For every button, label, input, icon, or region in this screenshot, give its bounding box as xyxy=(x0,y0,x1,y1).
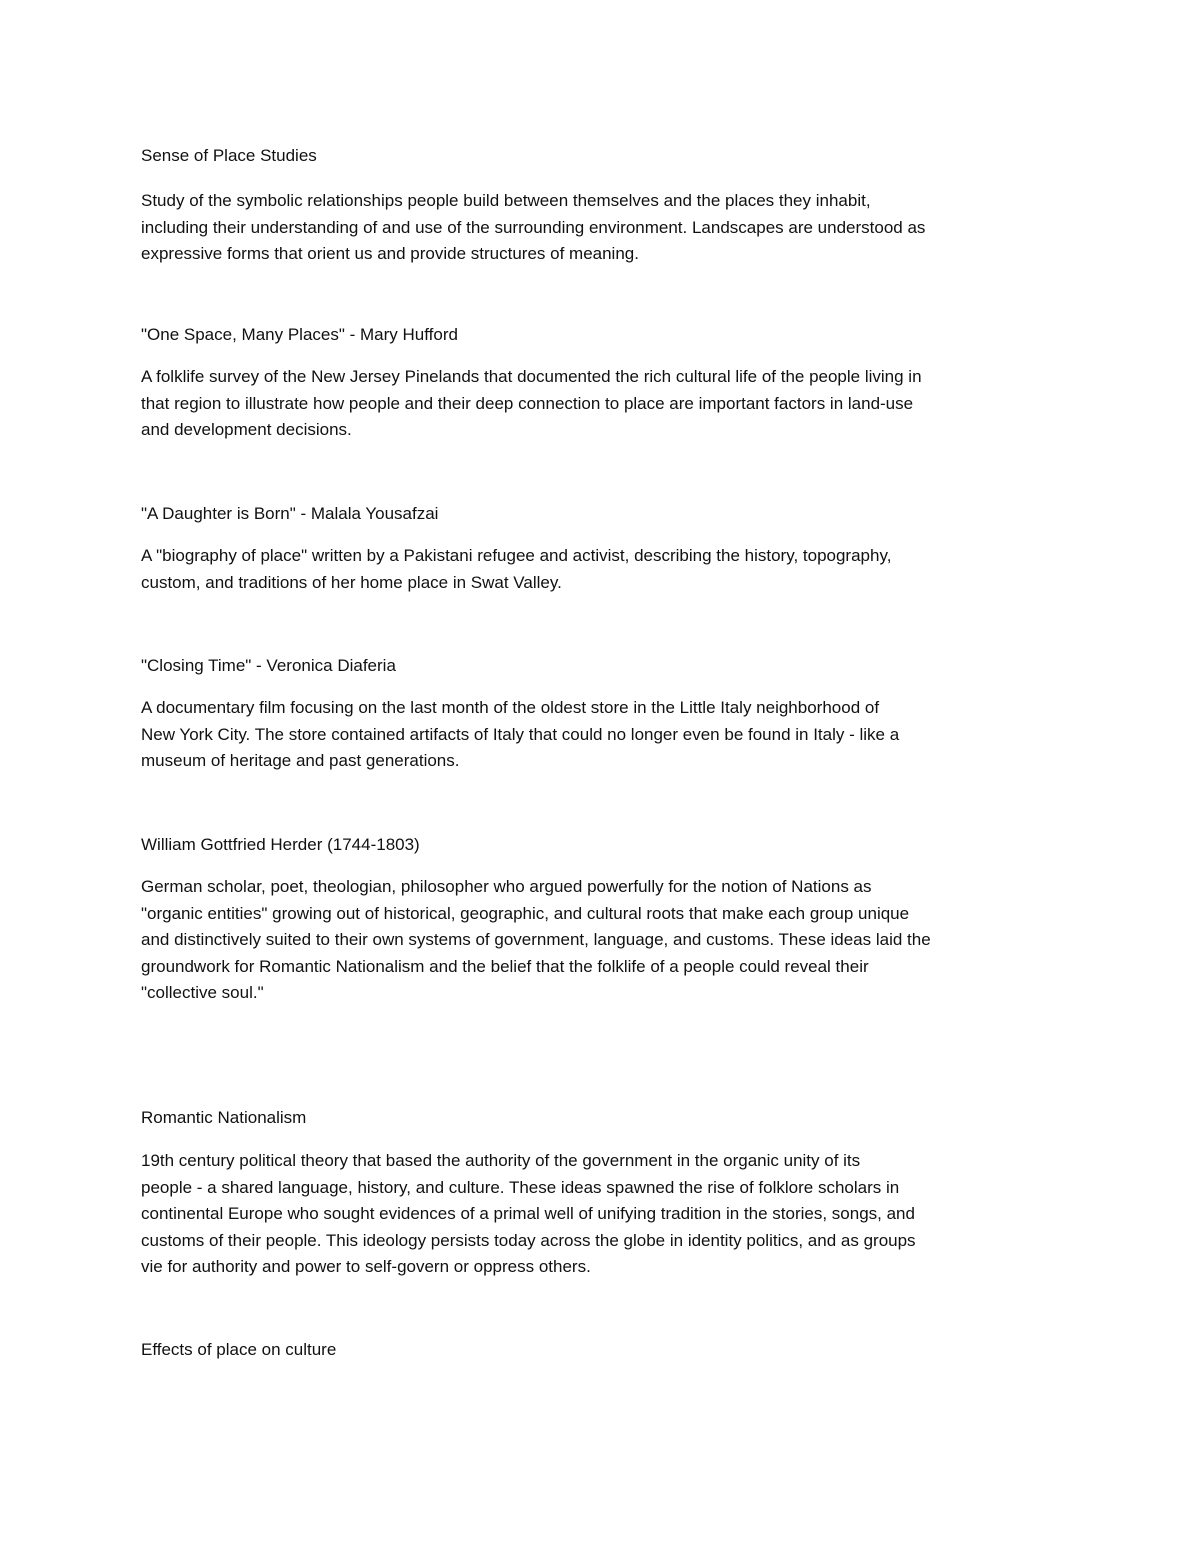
section-heading-sense-of-place: Sense of Place Studies xyxy=(141,146,317,165)
section-body-sense-of-place: Study of the symbolic relationships people build between themselves and the places they inhabit, including their understanding of and use of the surrounding environment. Landscapes are understood as expressive forms that orient us and provide structures of meaning. xyxy=(141,191,926,263)
section-body-romantic-nationalism: 19th century political theory that based the authority of the government in the organic unity of its people - a shared language, history, and culture. These ideas spawned the rise of folklore scholars in continental Europe who sought evidences of a primal well of unifying tradition in the stories, songs, and customs of their people. This ideology persists today across the globe in identity politics, and as groups vie for authority and power to self-govern or oppress others. xyxy=(141,1151,916,1276)
section-body-herder: German scholar, poet, theologian, philosopher who argued powerfully for the notion of Nations as "organic entities" growing out of historical, geographic, and cultural roots that make each group unique and distinctively suited to their own systems of government, language, and customs. These ideas laid the groundwork for Romantic Nationalism and the belief that the folklife of a people could reveal their "collective soul." xyxy=(141,877,931,1002)
section-heading-effects-of-place: Effects of place on culture xyxy=(141,1340,337,1359)
section-body-one-space-many-places: A folklife survey of the New Jersey Pinelands that documented the rich cultural life of the people living in that region to illustrate how people and their deep connection to place are important factors in land-use and development decisions. xyxy=(141,367,922,439)
section-heading-romantic-nationalism: Romantic Nationalism xyxy=(141,1108,307,1127)
section-body-closing-time: A documentary film focusing on the last month of the oldest store in the Little Italy neighborhood of New York City. The store contained artifacts of Italy that could no longer even be found in Italy - like a museum of heritage and past generations. xyxy=(141,698,900,770)
section-heading-one-space-many-places: "One Space, Many Places" - Mary Hufford xyxy=(141,325,458,344)
section-heading-closing-time: "Closing Time" - Veronica Diaferia xyxy=(141,656,396,675)
section-body-a-daughter-is-born: A "biography of place" written by a Pakistani refugee and activist, describing the history, topography, custom, and traditions of her home place in Swat Valley. xyxy=(141,546,892,592)
section-heading-herder: William Gottfried Herder (1744-1803) xyxy=(141,835,420,854)
section-heading-a-daughter-is-born: "A Daughter is Born" - Malala Yousafzai xyxy=(141,504,439,523)
